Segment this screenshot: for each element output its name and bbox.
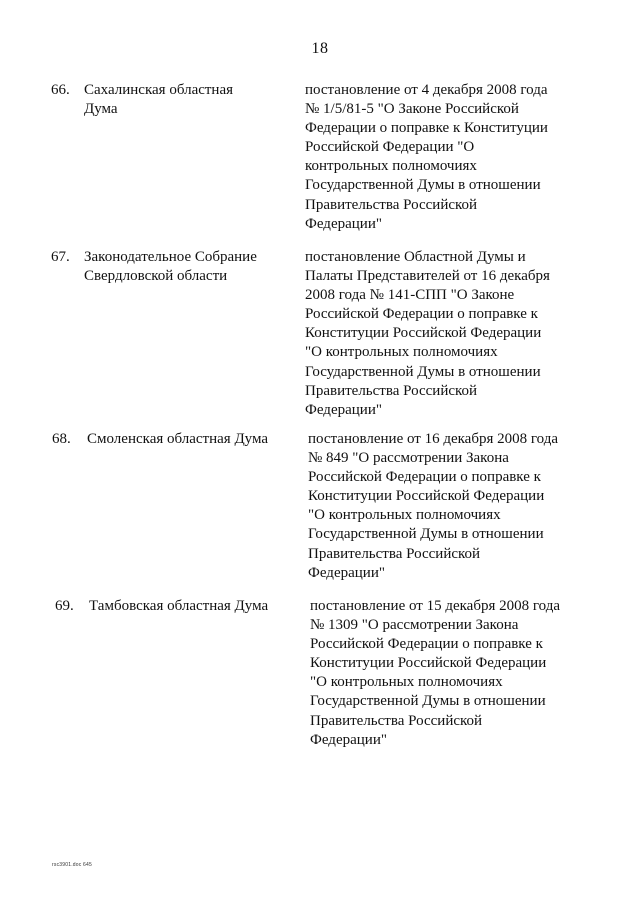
description-line: 2008 года № 141-СПП "О Законе [305, 287, 515, 304]
description-line: № 849 "О рассмотрении Закона [308, 450, 509, 467]
organization-line: Свердловской области [84, 268, 228, 285]
description-line: Федерации" [308, 564, 385, 581]
organization-line: Сахалинская областная [84, 82, 234, 98]
description-line: Конституции Российской Федерации [310, 655, 547, 672]
organization-name [89, 597, 299, 616]
description-line: постановление от 16 декабря 2008 года [308, 431, 559, 447]
description-line: Федерации" [305, 215, 382, 232]
description-line: Российской Федерации о поправке к [308, 469, 541, 486]
entry-number: 69. [55, 598, 74, 614]
organization-line: Законодательное Собрание [84, 249, 257, 265]
description-line: Конституции Российской Федерации [308, 488, 545, 505]
description-line: Конституции Российской Федерации [305, 325, 542, 342]
description-line: Федерации" [310, 731, 387, 748]
organization-line: Тамбовская областная Дума [89, 598, 269, 614]
description-line: "О контрольных полномочиях [310, 674, 503, 691]
resolution-description [305, 248, 595, 420]
page-number: 18 [311, 40, 329, 57]
document-footer-code: rsc3901.doc 645 [52, 862, 92, 868]
organization-name [87, 430, 297, 449]
description-line: Правительства Российской [305, 196, 478, 213]
organization-line: Смоленская областная Дума [87, 431, 269, 447]
description-line: Российской Федерации о поправке к [310, 636, 543, 653]
description-line: постановление от 4 декабря 2008 года [305, 82, 548, 98]
description-line: контрольных полномочиях [305, 158, 477, 175]
description-line: Федерации" [305, 401, 382, 418]
description-line: Российской Федерации "О [305, 139, 475, 156]
description-line: "О контрольных полномочиях [308, 507, 501, 524]
description-line: Государственной Думы в отношении [305, 177, 541, 194]
description-line: постановление Областной Думы и [305, 249, 526, 265]
entry-number: 66. [51, 82, 70, 98]
description-line: № 1/5/81-5 "О Законе Российской [305, 101, 519, 118]
description-line: Правительства Российской [308, 545, 481, 562]
resolution-description [305, 81, 595, 234]
resolution-description [310, 597, 600, 750]
description-line: Правительства Российской [310, 712, 483, 729]
description-line: Государственной Думы в отношении [310, 693, 546, 710]
entry-number: 67. [51, 249, 70, 265]
description-line: Правительства Российской [305, 382, 478, 399]
description-line: Палаты Представителей от 16 декабря [305, 268, 550, 285]
description-line: № 1309 "О рассмотрении Закона [310, 617, 519, 634]
description-line: постановление от 15 декабря 2008 года [310, 598, 561, 614]
organization-name [84, 81, 284, 119]
description-line: Российской Федерации о поправке к [305, 306, 538, 323]
organization-name [84, 248, 284, 286]
entry-number: 68. [52, 431, 71, 447]
description-line: Государственной Думы в отношении [305, 363, 541, 380]
description-line: Государственной Думы в отношении [308, 526, 544, 543]
description-line: Федерации о поправке к Конституции [305, 120, 548, 137]
description-line: "О контрольных полномочиях [305, 344, 498, 361]
resolution-description [308, 430, 598, 583]
organization-line: Дума [84, 101, 118, 118]
